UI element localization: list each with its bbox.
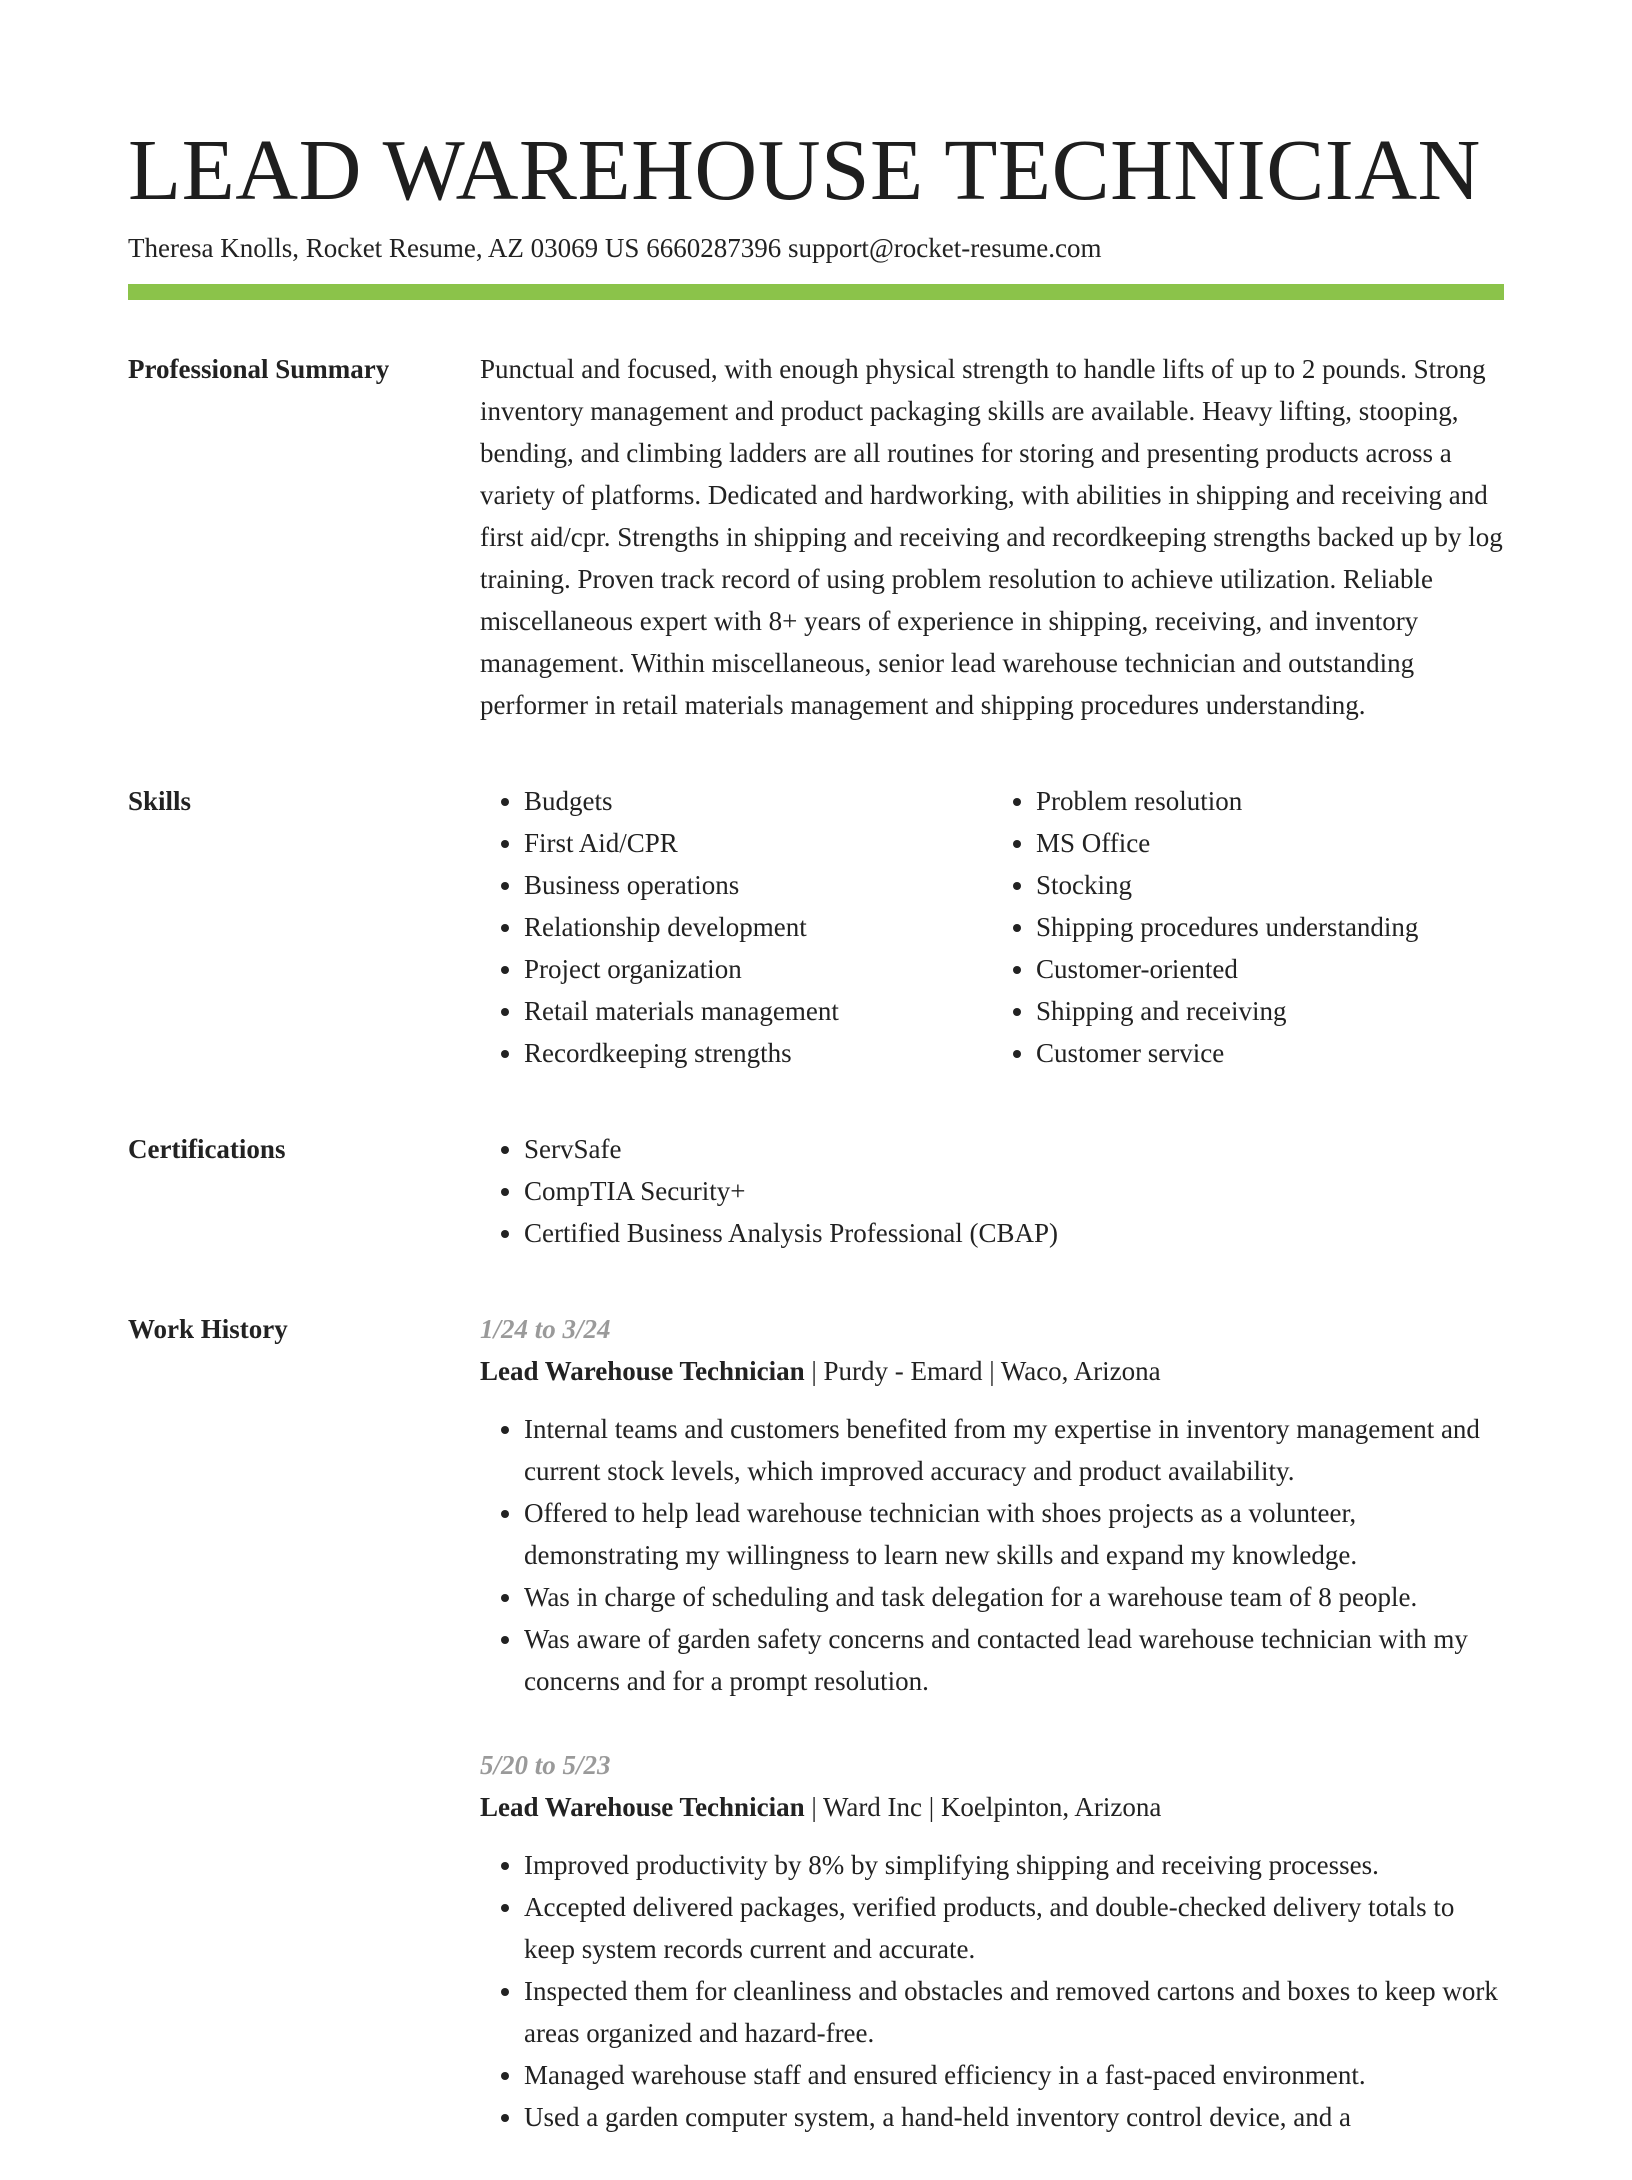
job-duty: • Offered to help lead warehouse technician with shoes projects as a volunteer, demonstrating my willingness to learn new skills and expand my knowledge. [524,1492,1504,1576]
job-duty: • Inspected them for cleanliness and obstacles and removed cartons and boxes to keep work areas organized and hazard-free. [524,1970,1504,2054]
skill-item: • Retail materials management [524,990,992,1032]
job-heading [480,1350,1504,1392]
work-history-heading: Work History [128,1314,288,1344]
skill-item: • MS Office [1036,822,1504,864]
job-duty: • Was aware of garden safety concerns and contacted lead warehouse technician with my concerns and for a prompt resolution. [524,1618,1504,1702]
job-duty: • Internal teams and customers benefited from my expertise in inventory management and current stock levels, which improved accuracy and product availability. [524,1408,1504,1492]
certifications-section [128,1128,1504,1254]
job-duty: • Was in charge of scheduling and task delegation for a warehouse team of 8 people. [524,1576,1504,1618]
job-heading [480,1786,1504,1828]
summary-heading: Professional Summary [128,354,390,384]
job-dates: 5/20 to 5/23 [480,1750,611,1780]
resume-page [128,120,1504,2180]
skill-item: • Business operations [524,864,992,906]
certification-item: • Certified Business Analysis Professional (CBAP) [524,1212,1504,1254]
job-entry [480,1744,1504,2138]
job-duty: • Used a garden computer system, a hand-held inventory control device, and a [524,2096,1504,2138]
job-duty: • Accepted delivered packages, verified products, and double-checked delivery totals to keep system records current and accurate. [524,1886,1504,1970]
resume-title: LEAD WAREHOUSE TECHNICIAN [128,121,1481,218]
skills-section [128,780,1504,1074]
skill-item: • Shipping and receiving [1036,990,1504,1032]
skills-list-right [992,780,1504,1074]
job-dates: 1/24 to 3/24 [480,1314,611,1344]
skill-item: • Customer service [1036,1032,1504,1074]
contact-phone: 6660287396 [646,233,782,263]
skill-item: • Relationship development [524,906,992,948]
skill-item: • Problem resolution [1036,780,1504,822]
certifications-list [480,1128,1504,1254]
summary-text: Punctual and focused, with enough physical strength to handle lifts of up to 2 pounds. Strong inventory management and product packaging skills are available. Heavy lifting, stooping, bending, and climbing ladders are all routines for storing and presenting products across a variety of platforms. Dedicated and hardworking, with abilities in shipping and receiving and first aid/cpr. Strengths in shipping and receiving and recordkeeping strengths backed up by log training. Proven track record of using problem resolution to achieve utilization. Reliable miscellaneous expert with 8+ years of experience in shipping, receiving, and inventory management. Within miscellaneous, senior lead warehouse technician and outstanding performer in retail materials management and shipping procedures understanding. [480,354,1503,720]
certification-item: • CompTIA Security+ [524,1170,1504,1212]
contact-name-address: Theresa Knolls, Rocket Resume, AZ 03069 US [128,233,640,263]
header-divider [128,284,1504,300]
job-duties-list [480,1844,1504,2138]
job-title: Lead Warehouse Technician [480,1356,805,1386]
job-title: Lead Warehouse Technician [480,1792,805,1822]
job-duty: • Improved productivity by 8% by simplifying shipping and receiving processes. [524,1844,1504,1886]
skill-item: • Budgets [524,780,992,822]
skill-item: • Shipping procedures understanding [1036,906,1504,948]
skill-item: • Customer-oriented [1036,948,1504,990]
skill-item: • First Aid/CPR [524,822,992,864]
skill-item: • Stocking [1036,864,1504,906]
certifications-heading: Certifications [128,1134,286,1164]
summary-section [128,348,1504,726]
job-entry [480,1308,1504,1702]
work-history-section [128,1308,1504,2180]
skill-item: • Recordkeeping strengths [524,1032,992,1074]
skill-item: • Project organization [524,948,992,990]
skills-list-left [480,780,992,1074]
job-duties-list [480,1408,1504,1702]
contact-line [128,230,1504,266]
certification-item: • ServSafe [524,1128,1504,1170]
contact-email: support@rocket-resume.com [787,233,1102,263]
skills-heading: Skills [128,786,192,816]
job-employer-location: | Ward Inc | Koelpinton, Arizona [804,1792,1162,1822]
job-employer-location: | Purdy - Emard | Waco, Arizona [804,1356,1161,1386]
job-duty: • Managed warehouse staff and ensured efficiency in a fast-paced environment. [524,2054,1504,2096]
